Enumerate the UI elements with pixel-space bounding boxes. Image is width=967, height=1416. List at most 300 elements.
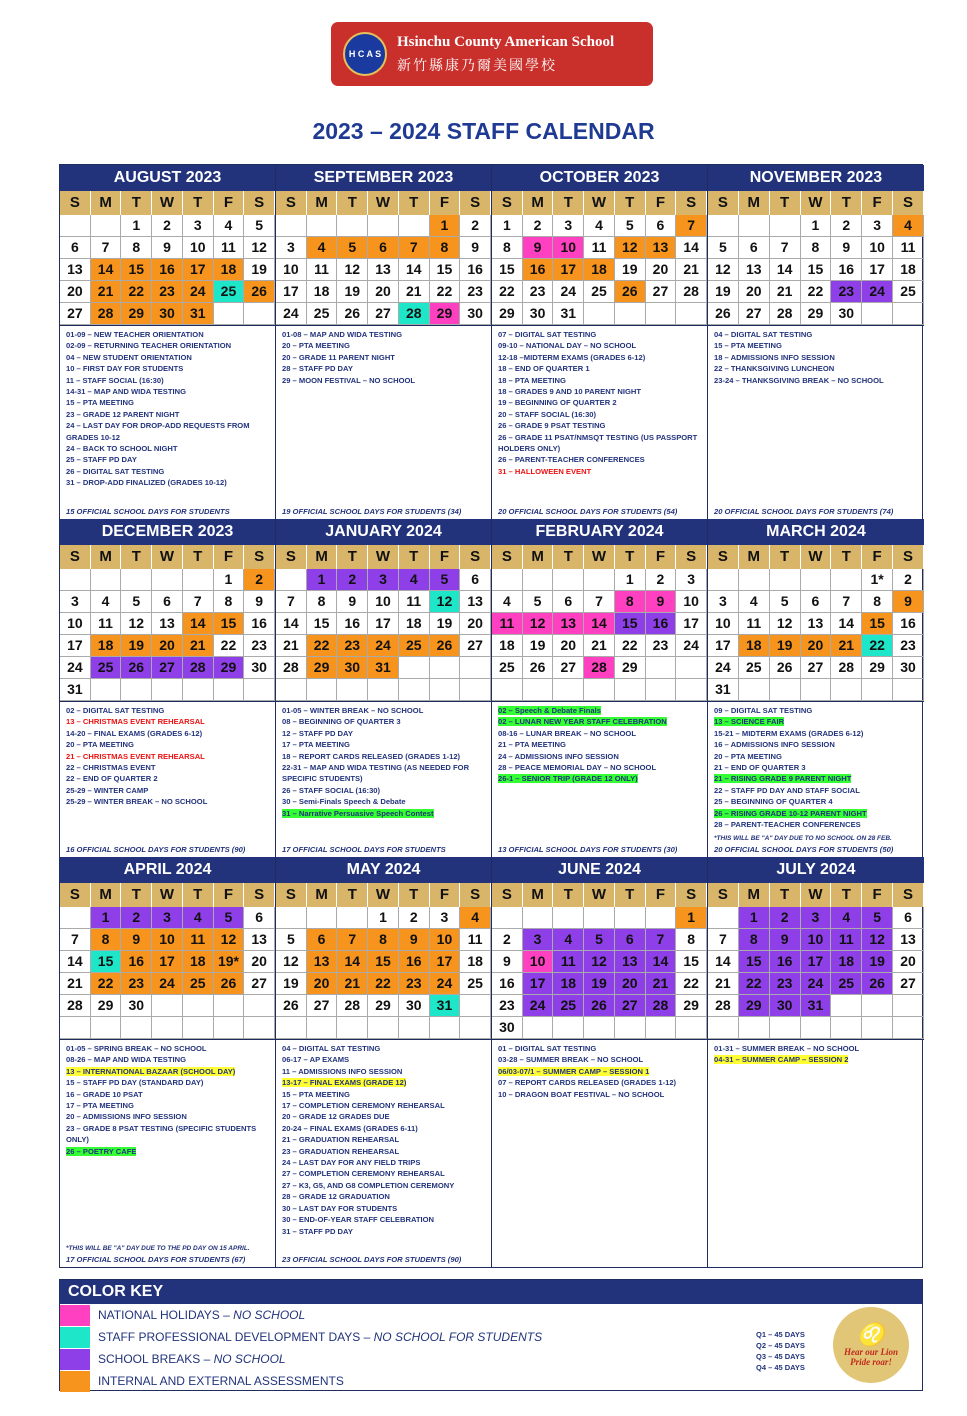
calendar-day: 30: [337, 657, 368, 679]
weekday-label: S: [460, 545, 491, 569]
color-key-item: [60, 1370, 922, 1392]
week-row: [708, 237, 924, 259]
color-key-title: COLOR KEY: [60, 1280, 922, 1304]
calendar-day: 12: [584, 951, 615, 973]
month-title: MAY 2024: [276, 857, 491, 883]
event-item: 17 – COMPLETION CEREMONY REHEARSAL: [282, 1101, 445, 1111]
calendar-day: [276, 215, 307, 237]
weekday-label: T: [337, 545, 368, 569]
calendar-day: 12: [708, 259, 739, 281]
calendar-day: 9: [337, 591, 368, 613]
weekday-label: T: [831, 545, 862, 569]
calendar-day: 15: [676, 951, 707, 973]
calendar-day: [831, 569, 862, 591]
week-row: [60, 635, 275, 657]
calendar-day: 28: [337, 995, 368, 1017]
calendar-day: 17: [676, 613, 707, 635]
weekday-label: F: [646, 883, 677, 907]
event-item: 07 – REPORT CARDS RELEASED (GRADES 1-12): [498, 1078, 677, 1088]
weekday-label: T: [183, 191, 214, 215]
weekday-label: T: [121, 191, 152, 215]
calendar-day: 3: [553, 215, 584, 237]
calendar-day: 26: [708, 303, 739, 325]
calendar-day: 1: [615, 569, 646, 591]
event-item: 10 – DRAGON BOAT FESTIVAL – NO SCHOOL: [498, 1089, 665, 1099]
week-row: [60, 657, 275, 679]
event-item: 26-1 – SENIOR TRIP (GRADE 12 ONLY): [498, 774, 638, 784]
calendar-day: 14: [337, 951, 368, 973]
calendar-day: [708, 569, 739, 591]
weekday-label: S: [244, 545, 275, 569]
calendar-day: [739, 679, 770, 701]
calendar-day: 21: [708, 973, 739, 995]
calendar-day: 2: [337, 569, 368, 591]
calendar-day: [492, 679, 523, 701]
month-december-2023: [60, 519, 276, 857]
calendar-day: 13: [152, 613, 183, 635]
week-row: [492, 951, 707, 973]
calendar-day: 10: [430, 929, 461, 951]
calendar-day: 20: [553, 635, 584, 657]
event-item: 08-26 – MAP AND WIDA TESTING: [66, 1055, 186, 1065]
calendar-day: 19: [244, 259, 275, 281]
school-days-footer: 16 OFFICIAL SCHOOL DAYS FOR STUDENTS (90): [66, 844, 246, 854]
calendar-day: 24: [368, 635, 399, 657]
event-item: 02 – DIGITAL SAT TESTING: [66, 706, 165, 715]
calendar-day: 4: [831, 907, 862, 929]
calendar-day: [307, 907, 338, 929]
calendar-day: 24: [862, 281, 893, 303]
calendar-day: 25: [399, 635, 430, 657]
school-logo: [331, 22, 653, 86]
page-title: 2023 – 2024 STAFF CALENDAR: [312, 118, 655, 144]
month-title: AUGUST 2023: [60, 165, 275, 191]
weekday-header: [708, 191, 924, 215]
calendar-day: 14: [676, 237, 707, 259]
calendar-day: 4: [399, 569, 430, 591]
week-row: [492, 657, 707, 679]
calendar-day: 26: [770, 657, 801, 679]
school-days-footer: 23 OFFICIAL SCHOOL DAYS FOR STUDENTS (90): [282, 1254, 462, 1264]
event-item: 22-31 – MAP AND WIDA TESTING (AS NEEDED FOR SPECIFIC STUDENTS): [282, 763, 470, 784]
weekday-label: M: [307, 191, 338, 215]
calendar-day: 29: [676, 995, 707, 1017]
calendar-day: [801, 679, 832, 701]
event-item: 13 – CHRISTMAS EVENT REHEARSAL: [66, 717, 205, 727]
calendar-day: 18: [553, 973, 584, 995]
event-item: 28 – STAFF PD DAY: [282, 364, 353, 374]
week-row: [492, 569, 707, 591]
weekday-label: S: [676, 883, 707, 907]
calendar-day: 29: [615, 657, 646, 679]
week-row: [276, 215, 491, 237]
calendar-day: 3: [152, 907, 183, 929]
event-item: 22 – THANKSGIVING LUNCHEON: [714, 364, 835, 374]
event-item: 29 – MOON FESTIVAL – NO SCHOOL: [282, 375, 416, 385]
month-note: *THIS WILL BE "A" DAY DUE TO NO SCHOOL ON 28 FEB.: [714, 834, 892, 842]
event-item: 26 – RISING GRADE 10-12 PARENT NIGHT: [714, 808, 867, 818]
calendar-day: 13: [615, 951, 646, 973]
calendar-day: [214, 995, 245, 1017]
week-row: [276, 281, 491, 303]
calendar-day: 31: [801, 995, 832, 1017]
calendar-day: 22: [739, 973, 770, 995]
calendar-day: [214, 303, 245, 325]
calendar-day: 25: [307, 303, 338, 325]
calendar-day: 1: [91, 907, 122, 929]
calendar-day: 14: [91, 259, 122, 281]
calendar-day: 2: [399, 907, 430, 929]
calendar-day: 3: [862, 215, 893, 237]
month-march-2024: [708, 519, 924, 857]
calendar-day: 30: [893, 657, 924, 679]
weekday-label: S: [276, 191, 307, 215]
calendar-day: [399, 1017, 430, 1039]
event-item: 20 – PTA MEETING: [66, 740, 134, 750]
calendar-day: 4: [584, 215, 615, 237]
calendar-day: 14: [60, 951, 91, 973]
calendar-day: [553, 569, 584, 591]
weekday-header: [492, 883, 707, 907]
calendar-day: [60, 1017, 91, 1039]
calendar-day: 30: [770, 995, 801, 1017]
calendar-day: 28: [770, 303, 801, 325]
calendar-day: 26: [244, 281, 275, 303]
calendar-day: [492, 569, 523, 591]
calendar-grid: [59, 164, 923, 1268]
event-item: 04 – NEW STUDENT ORIENTATION: [66, 352, 192, 362]
school-name-en: Hsinchu County American School: [397, 33, 615, 50]
calendar-day: 2: [492, 929, 523, 951]
month-events: [492, 325, 707, 519]
calendar-day: 18: [91, 635, 122, 657]
calendar-day: 10: [553, 237, 584, 259]
week-row: [276, 591, 491, 613]
week-row: [708, 951, 924, 973]
calendar-day: [676, 303, 707, 325]
calendar-day: [121, 1017, 152, 1039]
calendar-day: [646, 1017, 677, 1039]
calendar-day: 16: [460, 259, 491, 281]
weekday-label: W: [801, 191, 832, 215]
calendar-day: 7: [831, 591, 862, 613]
calendar-day: 7: [584, 591, 615, 613]
weekday-label: W: [584, 883, 615, 907]
calendar-day: [399, 215, 430, 237]
weekday-label: S: [276, 545, 307, 569]
calendar-day: 18: [893, 259, 924, 281]
calendar-day: 18: [460, 951, 491, 973]
event-item: 20 – PTA MEETING: [282, 341, 350, 351]
calendar-day: 25: [553, 995, 584, 1017]
week-row: [708, 679, 924, 701]
weekday-label: W: [368, 191, 399, 215]
calendar-day: 6: [244, 907, 275, 929]
calendar-day: 9: [831, 237, 862, 259]
calendar-day: 16: [399, 951, 430, 973]
week-row: [492, 613, 707, 635]
calendar-day: 1: [430, 215, 461, 237]
week-row: [276, 303, 491, 325]
week-row: [708, 973, 924, 995]
calendar-day: [91, 215, 122, 237]
calendar-day: 11: [183, 929, 214, 951]
calendar-day: 13: [893, 929, 924, 951]
calendar-day: 18: [831, 951, 862, 973]
calendar-day: 13: [739, 259, 770, 281]
event-item: 01-31 – SUMMER BREAK – NO SCHOOL: [714, 1044, 860, 1053]
weekday-label: S: [460, 191, 491, 215]
calendar-day: 3: [523, 929, 554, 951]
calendar-day: 15: [801, 259, 832, 281]
event-item: 02 – LUNAR NEW YEAR STAFF CELEBRATION: [498, 717, 667, 727]
calendar-day: 30: [460, 303, 491, 325]
weekday-label: W: [584, 545, 615, 569]
calendar-day: 28: [708, 995, 739, 1017]
event-item: 18 – ADMISSIONS INFO SESSION: [714, 352, 835, 362]
calendar-day: [615, 303, 646, 325]
calendar-day: 19: [615, 259, 646, 281]
calendar-day: 23: [152, 281, 183, 303]
weekday-header: [276, 883, 491, 907]
calendar-day: 23: [244, 635, 275, 657]
event-item: 22 – CHRISTMAS EVENT: [66, 763, 156, 773]
calendar-day: 13: [368, 259, 399, 281]
calendar-day: [831, 1017, 862, 1039]
week-row: [492, 303, 707, 325]
weekday-label: T: [615, 883, 646, 907]
calendar-day: 20: [60, 281, 91, 303]
week-row: [276, 237, 491, 259]
calendar-day: [553, 679, 584, 701]
calendar-day: 27: [60, 303, 91, 325]
calendar-day: 28: [646, 995, 677, 1017]
event-item: 11 – STAFF SOCIAL (16:30): [66, 375, 164, 385]
calendar-day: 20: [368, 281, 399, 303]
weekday-label: W: [584, 191, 615, 215]
calendar-day: [368, 1017, 399, 1039]
calendar-day: 23: [492, 995, 523, 1017]
event-item: 04 – DIGITAL SAT TESTING: [714, 330, 813, 339]
calendar-day: 11: [831, 929, 862, 951]
calendar-day: 21: [770, 281, 801, 303]
color-swatch: [60, 1349, 90, 1370]
calendar-day: 2: [152, 215, 183, 237]
month-events: [276, 325, 491, 519]
week-row: [492, 973, 707, 995]
calendar-day: 1: [214, 569, 245, 591]
calendar-day: 2: [460, 215, 491, 237]
calendar-day: 22: [368, 973, 399, 995]
calendar-day: 15: [739, 951, 770, 973]
calendar-day: [676, 657, 707, 679]
calendar-day: [399, 657, 430, 679]
calendar-day: 20: [801, 635, 832, 657]
calendar-day: 17: [523, 973, 554, 995]
weekday-label: T: [615, 191, 646, 215]
calendar-day: 11: [553, 951, 584, 973]
calendar-day: 18: [492, 635, 523, 657]
week-row: [708, 929, 924, 951]
week-row: [276, 973, 491, 995]
calendar-day: 8: [307, 591, 338, 613]
event-item: 31 – Narrative Persuasive Speech Contest: [282, 808, 434, 818]
weekday-label: T: [831, 883, 862, 907]
calendar-day: 15: [368, 951, 399, 973]
weekday-label: S: [708, 545, 739, 569]
calendar-day: 22: [492, 281, 523, 303]
event-item: 13-17 – FINAL EXAMS (GRADE 12): [282, 1078, 407, 1088]
weekday-label: M: [523, 545, 554, 569]
month-title: JUNE 2024: [492, 857, 707, 883]
school-days-footer: 17 OFFICIAL SCHOOL DAYS FOR STUDENTS (67): [66, 1254, 246, 1264]
week-row: [492, 215, 707, 237]
calendar-day: 6: [368, 237, 399, 259]
calendar-day: 14: [399, 259, 430, 281]
week-row: [492, 281, 707, 303]
event-item: 13 – INTERNATIONAL BAZAAR (SCHOOL DAY): [66, 1066, 236, 1076]
week-row: [492, 635, 707, 657]
calendar-day: 23: [770, 973, 801, 995]
calendar-day: 23: [831, 281, 862, 303]
calendar-day: 5: [708, 237, 739, 259]
month-january-2024: [276, 519, 492, 857]
calendar-day: 12: [430, 591, 461, 613]
calendar-day: 24: [276, 303, 307, 325]
event-item: 26 – DIGITAL SAT TESTING: [66, 466, 165, 476]
calendar-day: 12: [276, 951, 307, 973]
calendar-day: [244, 303, 275, 325]
event-item: 28 – GRADE 12 GRADUATION: [282, 1192, 390, 1202]
weekday-label: T: [770, 883, 801, 907]
calendar-day: [121, 569, 152, 591]
calendar-day: 10: [60, 613, 91, 635]
calendar-day: [307, 679, 338, 701]
month-july-2024: [708, 857, 924, 1267]
color-key-label: INTERNAL AND EXTERNAL ASSESSMENTS: [98, 1374, 344, 1388]
week-row: [492, 1017, 707, 1039]
calendar-day: 21: [646, 973, 677, 995]
weekday-header: [492, 545, 707, 569]
weekday-label: T: [553, 545, 584, 569]
calendar-day: 3: [708, 591, 739, 613]
calendar-day: [708, 1017, 739, 1039]
calendar-day: [152, 995, 183, 1017]
calendar-day: 22: [615, 635, 646, 657]
week-row: [60, 281, 275, 303]
calendar-day: 29: [739, 995, 770, 1017]
weekday-label: T: [183, 545, 214, 569]
weekday-label: W: [368, 545, 399, 569]
calendar-day: 14: [770, 259, 801, 281]
calendar-day: 11: [460, 929, 491, 951]
calendar-day: 26: [276, 995, 307, 1017]
calendar-day: 21: [183, 635, 214, 657]
weekday-label: S: [676, 545, 707, 569]
weekday-label: M: [91, 545, 122, 569]
calendar-day: 29: [430, 303, 461, 325]
calendar-day: [91, 569, 122, 591]
event-item: 13 – SCIENCE FAIR: [714, 717, 785, 727]
calendar-day: 7: [91, 237, 122, 259]
weekday-label: M: [307, 545, 338, 569]
calendar-day: [337, 1017, 368, 1039]
calendar-day: 26: [214, 973, 245, 995]
weekday-label: M: [523, 191, 554, 215]
weekday-label: S: [244, 191, 275, 215]
calendar-day: [460, 995, 491, 1017]
event-item: 17 – PTA MEETING: [282, 740, 350, 750]
week-row: [60, 1017, 275, 1039]
calendar-day: 4: [307, 237, 338, 259]
calendar-day: 26: [523, 657, 554, 679]
weekday-label: T: [399, 545, 430, 569]
calendar-day: 1: [739, 907, 770, 929]
weekday-label: T: [121, 883, 152, 907]
quarter-4: Q4 – 45 DAYS: [756, 1363, 805, 1372]
week-row: [492, 995, 707, 1017]
event-item: 07 – DIGITAL SAT TESTING: [498, 330, 597, 339]
weekday-label: M: [91, 883, 122, 907]
calendar-day: 18: [183, 951, 214, 973]
event-item: 22 – END OF QUARTER 2: [66, 774, 158, 784]
badge-line-2: Pride roar!: [850, 1357, 892, 1367]
calendar-day: 26: [584, 995, 615, 1017]
event-item: 20-24 – FINAL EXAMS (GRADES 6-11): [282, 1123, 418, 1133]
calendar-day: 28: [60, 995, 91, 1017]
calendar-day: 4: [739, 591, 770, 613]
event-item: 06/03-07/1 – SUMMER CAMP – SESSION 1: [498, 1066, 650, 1076]
weekday-label: W: [801, 545, 832, 569]
calendar-day: 15: [91, 951, 122, 973]
calendar-day: 13: [553, 613, 584, 635]
week-row: [276, 613, 491, 635]
color-swatch: [60, 1305, 90, 1326]
weekday-label: S: [708, 191, 739, 215]
calendar-day: 11: [492, 613, 523, 635]
weekday-label: W: [801, 883, 832, 907]
calendar-day: 12: [214, 929, 245, 951]
weekday-label: S: [244, 883, 275, 907]
event-item: 27 – COMPLETION CEREMONY REHEARSAL: [282, 1169, 445, 1179]
calendar-day: 22: [91, 973, 122, 995]
calendar-day: 24: [553, 281, 584, 303]
week-row: [60, 929, 275, 951]
week-row: [708, 259, 924, 281]
event-item: 25-29 – WINTER CAMP: [66, 785, 149, 795]
calendar-day: 16: [646, 613, 677, 635]
calendar-day: 27: [615, 995, 646, 1017]
calendar-day: 16: [121, 951, 152, 973]
calendar-day: [770, 569, 801, 591]
calendar-day: 19: [584, 973, 615, 995]
calendar-day: 6: [646, 215, 677, 237]
week-row: [708, 1017, 924, 1039]
event-item: 09 – DIGITAL SAT TESTING: [714, 706, 813, 715]
week-row: [276, 657, 491, 679]
calendar-day: [615, 1017, 646, 1039]
calendar-day: 9: [121, 929, 152, 951]
quarter-1: Q1 – 45 DAYS: [756, 1330, 805, 1339]
month-october-2023: [492, 165, 708, 519]
event-item: 30 – LAST DAY FOR STUDENTS: [282, 1203, 398, 1213]
weekday-header: [708, 883, 924, 907]
calendar-day: 31: [183, 303, 214, 325]
calendar-day: 8: [801, 237, 832, 259]
calendar-day: [739, 215, 770, 237]
month-events: [492, 1039, 707, 1267]
calendar-day: 17: [183, 259, 214, 281]
